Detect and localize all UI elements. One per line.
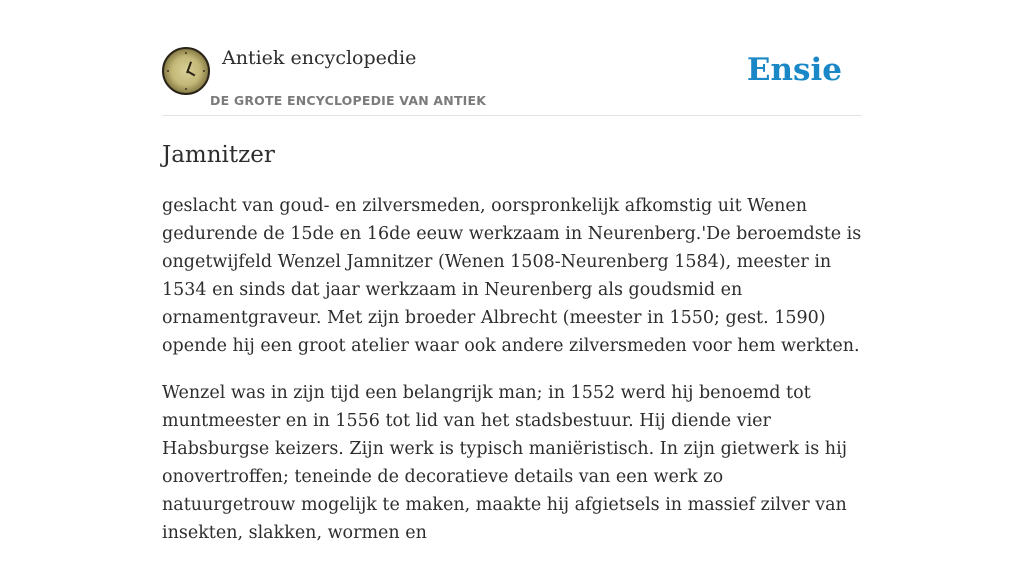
ensie-logo-link[interactable]: Ensie <box>746 52 842 88</box>
site-title[interactable]: Antiek encyclopedie <box>222 47 417 69</box>
clock-mark-12 <box>185 52 187 54</box>
clock-mark-6 <box>185 88 187 90</box>
antique-clock-icon[interactable] <box>162 47 210 95</box>
content-column <box>162 0 862 543</box>
clock-mark-3 <box>203 70 205 72</box>
article-paragraph: geslacht van goud- en zilversmeden, oorspronkelijk afkomstig uit Wenen gedurende de 15de en 16de eeuw werkzaam in Neurenberg.'De beroemdste is ongetwijfeld Wenzel Jamnitzer (Wenen 1508-Neurenberg 1584), meester in 1534 en sinds dat jaar werkzaam in Neurenberg als goudsmid en ornamentgraveur. Met zijn broeder Albrecht (meester in 1550; gest. 1590) opende hij een groot atelier waar ook andere zilversmeden voor hem werkten. <box>162 196 862 356</box>
site-header <box>162 0 862 116</box>
article-paragraph: Wenzel was in zijn tijd een belangrijk man; in 1552 werd hij benoemd tot muntmeester en in 1556 tot lid van het stadsbestuur. Hij diende vier Habsburgse keizers. Zijn werk is typisch maniëristisch. In zijn gietwerk is hij onovertroffen; teneinde de decoratieve details van een werk zo natuurgetrouw mogelijk te maken, maakte hij afgietsels in massief zilver van insekten, slakken, wormen en <box>162 383 848 543</box>
clock-mark-9 <box>167 70 169 72</box>
article-title: Jamnitzer <box>162 142 275 168</box>
site-subtitle: DE GROTE ENCYCLOPEDIE VAN ANTIEK <box>210 93 487 108</box>
article-body <box>162 192 862 566</box>
